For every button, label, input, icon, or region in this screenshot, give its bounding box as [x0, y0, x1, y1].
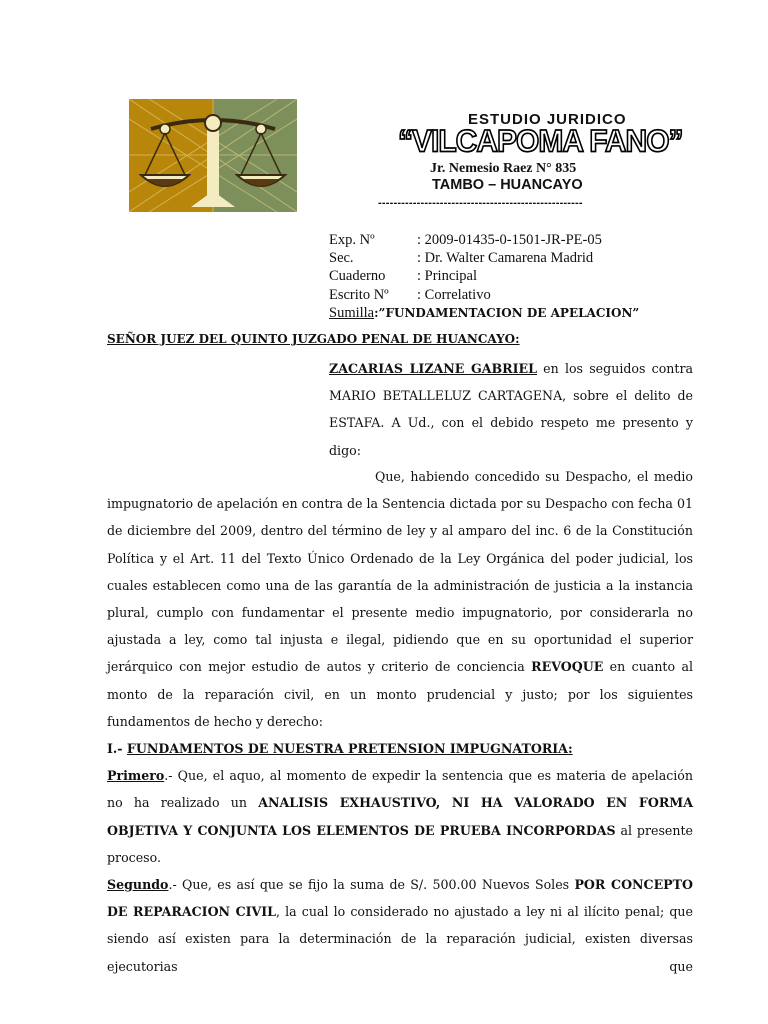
paragraph-intro-text-b: en cuanto al monto de la reparación civil, en un monto prudencial y justo; por los siguientes fundamentos de hecho y derecho:	[107, 659, 693, 729]
letterhead-rule: -----------------------------------------------------	[378, 197, 583, 209]
case-info-label: Cuaderno	[329, 268, 386, 285]
section-number: I.-	[107, 741, 127, 757]
scales-of-justice-icon	[129, 99, 297, 212]
case-info-row	[329, 249, 639, 267]
primero-bold: ANALISIS EXHAUSTIVO, NI HA VALORADO EN FORMA OBJETIVA Y CONJUNTA LOS ELEMENTOS DE PRUEBA INCORPORDAS	[107, 795, 693, 838]
firm-name: “VILCAPOMA FANO”	[398, 124, 683, 159]
primero-text-a: .- Que, el aquo, al momento de expedir la sentencia que es materia de apelación no ha realizado un	[107, 768, 693, 811]
appellant-name: ZACARIAS LIZANE GABRIEL	[329, 361, 537, 376]
firm-city: TAMBO – HUANCAYO	[432, 177, 583, 193]
case-info-row	[329, 267, 639, 285]
case-info-value: : Correlativo	[417, 286, 491, 303]
primero-label: Primero	[107, 768, 165, 784]
segundo-bold: POR CONCEPTO DE REPARACION CIVIL	[107, 877, 693, 920]
firm-address: Jr. Nemesio Raez N° 835	[430, 161, 577, 176]
case-info	[329, 231, 639, 322]
paragraph-segundo	[107, 871, 693, 980]
main-body	[107, 463, 693, 980]
sumilla-label: Sumilla	[329, 304, 375, 321]
salutation: SEÑOR JUEZ DEL QUINTO JUZGADO PENAL DE HUANCAYO:	[107, 332, 520, 346]
paragraph-intro-bold: REVOQUE	[531, 659, 604, 675]
segundo-text-a: .- Que, es así que se fijo la suma de S/. 500.00 Nuevos Soles	[168, 877, 575, 893]
segundo-text-b: , la cual lo considerado no ajustado a ley ni al ilícito penal; que siendo así existen para la determinación de la reparación judicial, existen diversas ejecutorias que	[107, 904, 693, 974]
case-info-value: : 2009-01435-0-1501-JR-PE-05	[417, 232, 602, 248]
paragraph-intro	[107, 463, 693, 735]
presentation-text: en los seguidos contra MARIO BETALLELUZ CARTAGENA, sobre el delito de ESTAFA. A Ud., con el debido respeto me presento y digo:	[329, 361, 693, 458]
section-heading	[107, 735, 693, 762]
case-info-row	[329, 286, 639, 304]
primero-text-b: al presente proceso.	[107, 822, 693, 865]
firm-label: ESTUDIO JURIDICO	[468, 111, 627, 128]
segundo-label: Segundo	[107, 877, 169, 893]
presentation	[329, 355, 693, 464]
case-info-value: : Dr. Walter Camarena Madrid	[417, 250, 594, 267]
paragraph-intro-text-a: Que, habiendo concedido su Despacho, el medio impugnatorio de apelación en contra de la Sentencia dictada por su Despacho con fecha 01 de diciembre del 2009, dentro del término de ley y al amparo del inc. 6 de la Constitución Política y el Art. 11 del Texto Único Ordenado de la Ley Orgánica del poder judicial, los cuales establecen como una de las garantía de la administración de justicia a la instancia plural, cumplo con fundamentar el presente medio impugnatorio, por considerarla no ajustada a ley, como tal injusta e ilegal, pidiendo que en su oportunidad el superior jerárquico con mejor estudio de autos y criterio de conciencia	[107, 469, 693, 675]
case-info-value: : Principal	[417, 268, 478, 285]
case-info-row	[329, 231, 639, 249]
section-title: FUNDAMENTOS DE NUESTRA PRETENSION IMPUGNATORIA:	[126, 741, 573, 757]
sumilla-row	[329, 304, 639, 322]
case-info-label: Escrito Nº	[329, 286, 389, 303]
case-info-label: Exp. Nº	[329, 232, 375, 248]
sumilla-value: :”FUNDAMENTACION DE APELACION”	[374, 305, 640, 320]
case-info-label: Sec.	[329, 250, 354, 267]
paragraph-primero	[107, 762, 693, 871]
